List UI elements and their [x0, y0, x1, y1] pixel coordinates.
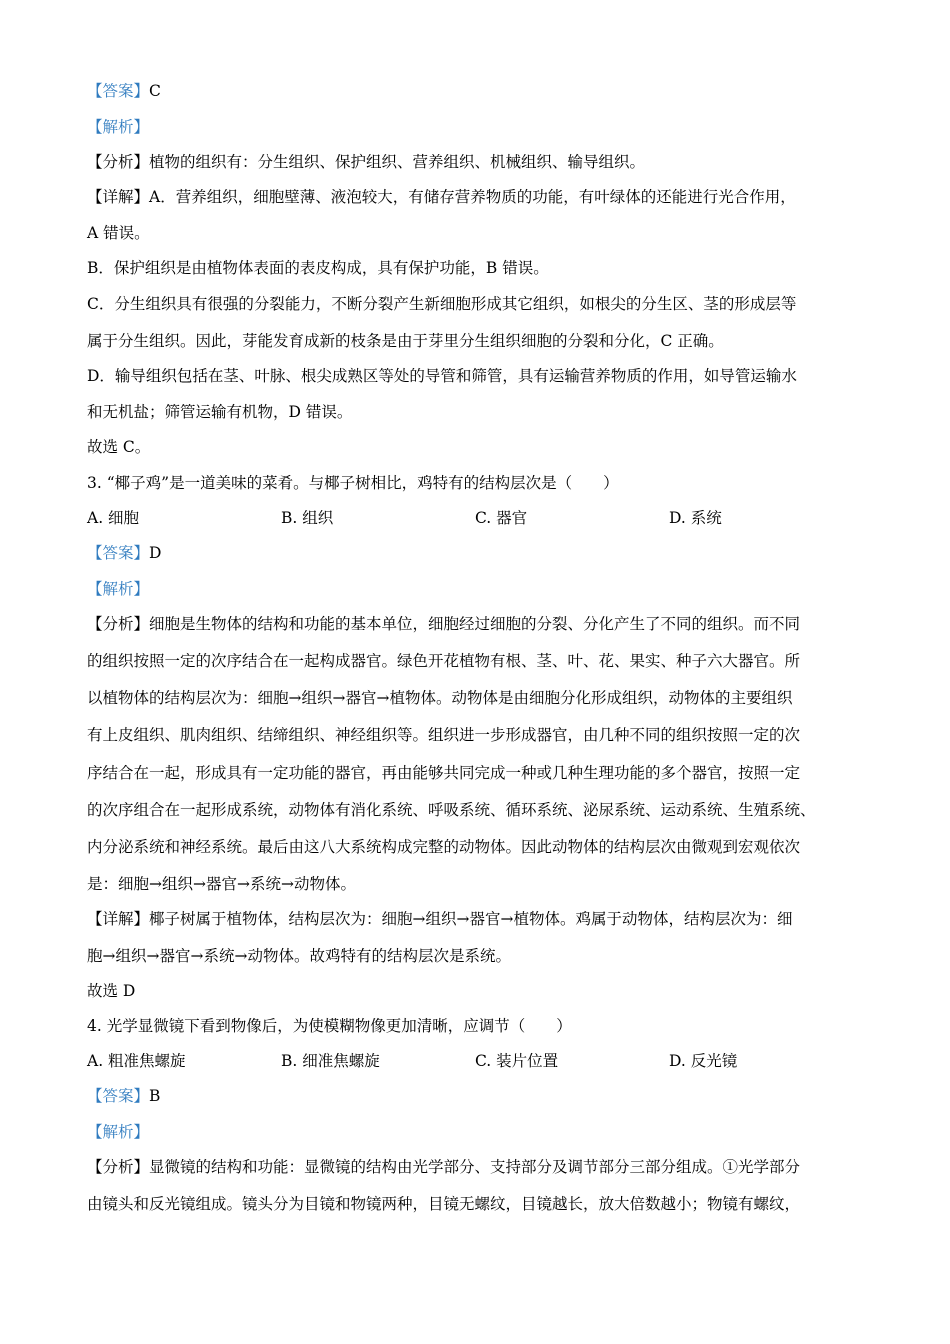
q3-analysis-line: 内分泌系统和神经系统。最后由这八大系统构成完整的动物体。因此动物体的结构层次由微观到宏观依次: [87, 838, 801, 856]
q3-question: 3. “椰子鸡”是一道美味的菜肴。与椰子树相比，鸡特有的结构层次是（ ）: [87, 474, 619, 492]
detail-text: A．营养组织，细胞壁薄、液泡较大，有储存营养物质的功能，有叶绿体的还能进行光合作用，: [149, 188, 796, 206]
q4-option-d: D. 反光镜: [669, 1052, 738, 1070]
answer-value: B: [149, 1087, 161, 1105]
q3-option-b: B. 组织: [281, 509, 334, 527]
q4-analysis-line: 由镜头和反光镜组成。镜头分为目镜和物镜两种，目镜无螺纹，目镜越长，放大倍数越小；物镜有螺纹，: [87, 1195, 801, 1213]
q4-explain-line: [87, 1120, 872, 1144]
answer-value: C: [149, 82, 161, 100]
q3-analysis-line: 有上皮组织、肌肉组织、结缔组织、神经组织等。组织进一步形成器官，由几种不同的组织按照一定的次: [87, 726, 801, 744]
q4-option-b: B. 细准焦螺旋: [281, 1052, 380, 1070]
q2-detail-line: B．保护组织是由植物体表面的表皮构成，具有保护功能，B 错误。: [87, 259, 549, 277]
q2-detail-line: 属于分生组织。因此，芽能发育成新的枝条是由于芽里分生组织细胞的分裂和分化，C 正确。: [87, 332, 724, 350]
q4-options: [87, 1049, 872, 1073]
q3-analysis-line: 是：细胞→组织→器官→系统→动物体。: [87, 875, 356, 893]
explain-tag: 【解析】: [87, 1123, 150, 1141]
q3-analysis-line: 的次序组合在一起形成系统，动物体有消化系统、呼吸系统、循环系统、泌尿系统、运动系统、生殖系统、: [87, 801, 816, 819]
analysis-text: 植物的组织有：分生组织、保护组织、营养组织、机械组织、输导组织。: [149, 153, 646, 171]
analysis-tag: 【分析】: [87, 1158, 150, 1176]
q2-detail-line: 和无机盐；筛管运输有机物，D 错误。: [87, 403, 353, 421]
detail-tag: 【详解】: [87, 188, 150, 206]
q3-analysis-line: [87, 612, 872, 636]
q3-conclusion: 故选 D: [87, 982, 136, 1000]
q4-option-c: C. 装片位置: [475, 1052, 559, 1070]
q3-analysis-line: 序结合在一起，形成具有一定功能的器官，再由能够共同完成一种或几种生理功能的多个器官，按照一定: [87, 764, 801, 782]
q4-question: 4. 光学显微镜下看到物像后，为使模糊物像更加清晰，应调节（ ）: [87, 1017, 572, 1035]
q2-conclusion: 故选 C。: [87, 438, 151, 456]
q2-detail-line: D．输导组织包括在茎、叶脉、根尖成熟区等处的导管和筛管，具有运输营养物质的作用，如导管运输水: [87, 367, 797, 385]
q2-detail-line: A 错误。: [87, 224, 150, 242]
answer-tag: 【答案】: [87, 544, 150, 562]
analysis-text: 显微镜的结构和功能：显微镜的结构由光学部分、支持部分及调节部分三部分组成。①光学部分: [149, 1158, 801, 1176]
answer-tag: 【答案】: [87, 82, 150, 100]
answer-tag: 【答案】: [87, 1087, 150, 1105]
q3-option-c: C. 器官: [475, 509, 528, 527]
q3-analysis-line: 以植物体的结构层次为：细胞→组织→器官→植物体。动物体是由细胞分化形成组织，动物体的主要组织: [87, 689, 793, 707]
q3-detail-line: [87, 907, 872, 931]
q3-explain-line: [87, 577, 872, 601]
q2-detail-line: C．分生组织具有很强的分裂能力，不断分裂产生新细胞形成其它组织，如根尖的分生区、茎的形成层等: [87, 295, 797, 313]
q2-explain-line: [87, 115, 872, 139]
detail-tag: 【详解】: [87, 910, 150, 928]
analysis-tag: 【分析】: [87, 153, 150, 171]
explain-tag: 【解析】: [87, 580, 150, 598]
q3-detail-line: 胞→组织→器官→系统→动物体。故鸡特有的结构层次是系统。: [87, 947, 511, 965]
q4-analysis-line: [87, 1155, 872, 1179]
q4-option-a: A. 粗准焦螺旋: [87, 1052, 186, 1070]
analysis-tag: 【分析】: [87, 615, 150, 633]
detail-text: 椰子树属于植物体，结构层次为：细胞→组织→器官→植物体。鸡属于动物体，结构层次为：细: [149, 910, 793, 928]
q2-analysis-line: [87, 150, 872, 174]
q3-options: [87, 506, 872, 530]
q2-answer-line: [87, 79, 872, 103]
q3-option-d: D. 系统: [669, 509, 722, 527]
q2-detail-line: [87, 185, 872, 209]
answer-value: D: [149, 544, 162, 562]
q3-answer-line: [87, 541, 872, 565]
analysis-text: 细胞是生物体的结构和功能的基本单位，细胞经过细胞的分裂、分化产生了不同的组织。而不同: [149, 615, 801, 633]
q3-analysis-line: 的组织按照一定的次序结合在一起构成器官。绿色开花植物有根、茎、叶、花、果实、种子六大器官。所: [87, 652, 801, 670]
q3-option-a: A. 细胞: [87, 509, 140, 527]
q4-answer-line: [87, 1084, 872, 1108]
explain-tag: 【解析】: [87, 118, 150, 136]
